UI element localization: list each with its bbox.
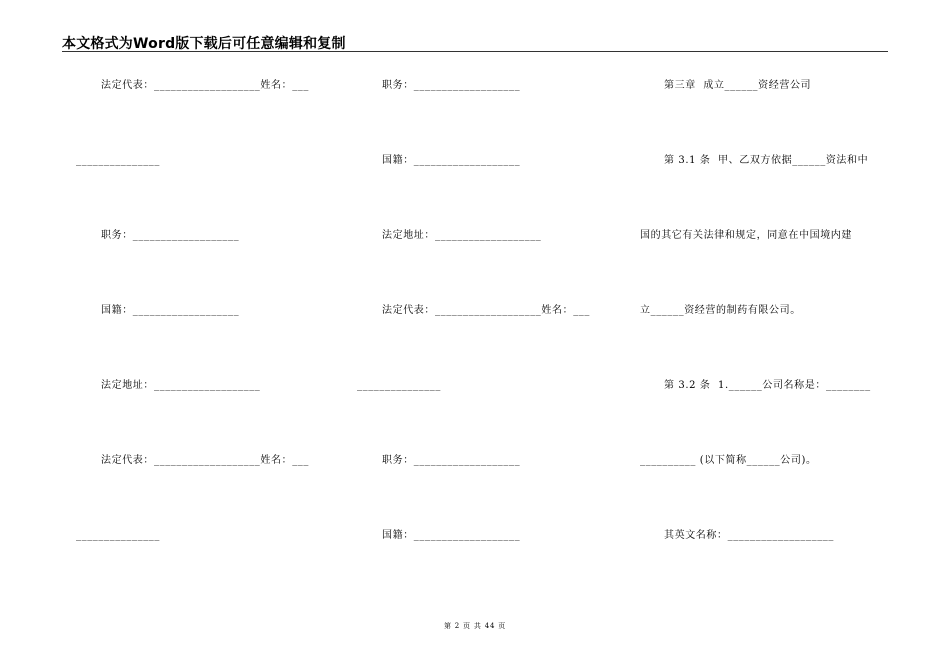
page-footer: 第 2 页 共 44 页 — [443, 622, 507, 630]
right-line-7: 其英文名称：___________________ — [664, 530, 834, 541]
left-line-4: 国籍：___________________ — [101, 305, 240, 316]
right-line-5: 第 3.2 条 1.______公司名称是：________ — [664, 380, 871, 391]
left-line-1: 法定代表：___________________姓名：___ — [101, 80, 309, 91]
right-line-2: 第 3.1 条 甲、乙双方依据______资法和中 — [664, 155, 869, 166]
middle-line-7: 国籍：___________________ — [382, 530, 521, 541]
header-divider — [62, 51, 888, 52]
right-line-1: 第三章 成立______资经营公司 — [664, 80, 812, 91]
left-line-6: 法定代表：___________________姓名：___ — [101, 455, 309, 466]
left-line-2: _______________ — [76, 155, 160, 166]
middle-line-4: 法定代表：___________________姓名：___ — [382, 305, 590, 316]
middle-line-5: _______________ — [357, 380, 441, 391]
middle-line-2: 国籍：___________________ — [382, 155, 521, 166]
right-line-3: 国的其它有关法律和规定，同意在中国境内建 — [640, 230, 852, 241]
middle-line-1: 职务：___________________ — [382, 80, 521, 91]
left-line-5: 法定地址：___________________ — [101, 380, 261, 391]
left-line-3: 职务：___________________ — [101, 230, 240, 241]
left-line-7: _______________ — [76, 530, 160, 541]
middle-line-6: 职务：___________________ — [382, 455, 521, 466]
middle-line-3: 法定地址：___________________ — [382, 230, 542, 241]
right-line-4: 立______资经营的制药有限公司。 — [640, 305, 801, 316]
right-line-6: __________ (以下简称______公司)。 — [640, 455, 817, 466]
document-header-title: 本文格式为Word版下载后可任意编辑和复制 — [62, 36, 346, 52]
